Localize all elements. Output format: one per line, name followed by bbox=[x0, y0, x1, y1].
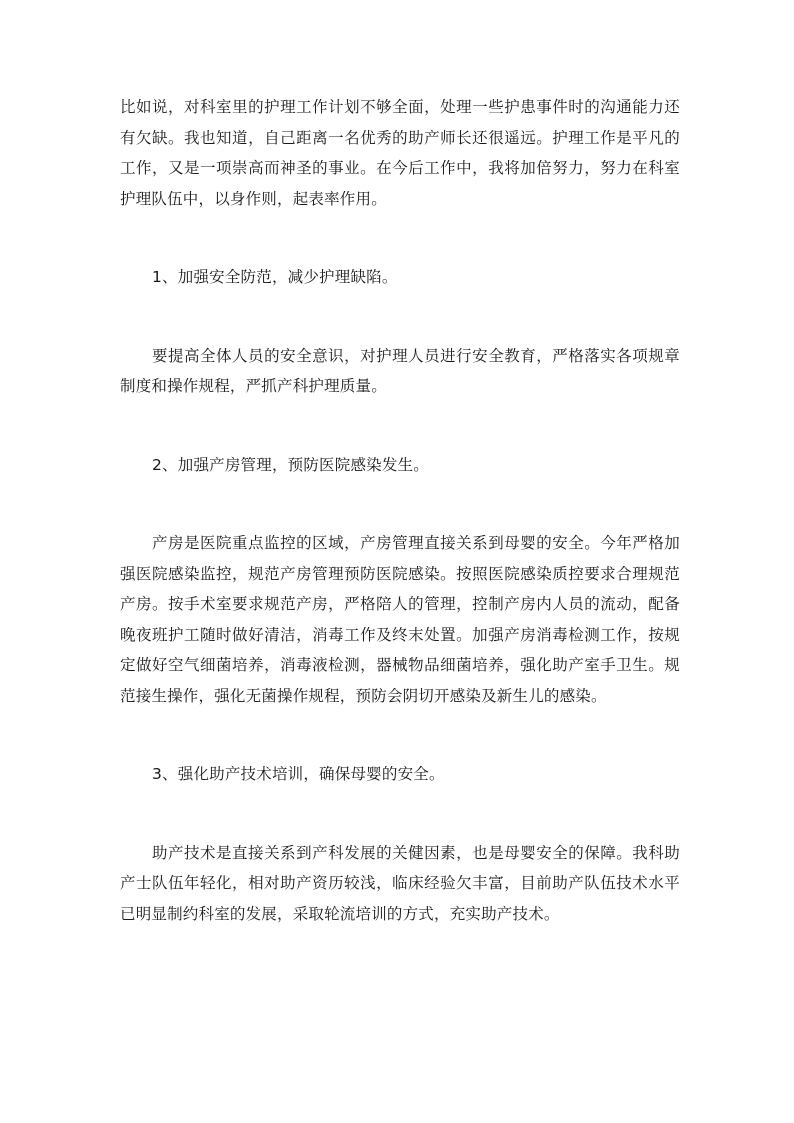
spacer bbox=[120, 790, 680, 838]
document-body bbox=[120, 92, 680, 929]
section-body-3: 助产技术是直接关系到产科发展的关健因素，也是母婴安全的保障。我科助产士队伍年轻化，相对助产资历较浅，临床经验欠丰富，目前助产队伍技术水平已明显制约科室的发展，采取轮流培训的方式，充实助产技术。 bbox=[120, 843, 680, 923]
spacer bbox=[120, 293, 680, 341]
section-heading-3: 3、强化助产技术培训，确保母婴的安全。 bbox=[152, 765, 445, 783]
spacer bbox=[120, 402, 680, 450]
section-body-2: 产房是医院重点监控的区域，产房管理直接关系到母婴的安全。今年严格加强医院感染监控，规范产房管理预防医院感染。按照医院感染质控要求合理规范产房。按手术室要求规范产房，严格陪人的管理，控制产房内人员的流动，配备晚夜班护工随时做好清洁，消毒工作及终末处置。加强产房消毒检测工作，按规定做好空气细菌培养，消毒液检测，器械物品细菌培养，强化助产室手卫生。规范接生操作，强化无菌操作规程，预防会阴切开感染及新生儿的感染。 bbox=[120, 534, 680, 705]
spacer bbox=[120, 480, 680, 528]
section-heading-2: 2、加强产房管理，预防医院感染发生。 bbox=[152, 455, 429, 474]
section-body-1: 要提高全体人员的安全意识，对护理人员进行安全教育，严格落实各项规章制度和操作规程，严抓产科护理质量。 bbox=[120, 346, 680, 395]
spacer bbox=[120, 214, 680, 262]
intro-paragraph: 比如说，对科室里的护理工作计划不够全面，处理一些护患事件时的沟通能力还有欠缺。我也知道，自己距离一名优秀的助产师长还很遥远。护理工作是平凡的工作，又是一项崇高而神圣的事业。在今后工作中，我将加倍努力，努力在科室护理队伍中，以身作则，起表率作用。 bbox=[120, 98, 680, 208]
spacer bbox=[120, 711, 680, 759]
section-heading-1: 1、加强安全防范，减少护理缺陷。 bbox=[152, 268, 398, 286]
